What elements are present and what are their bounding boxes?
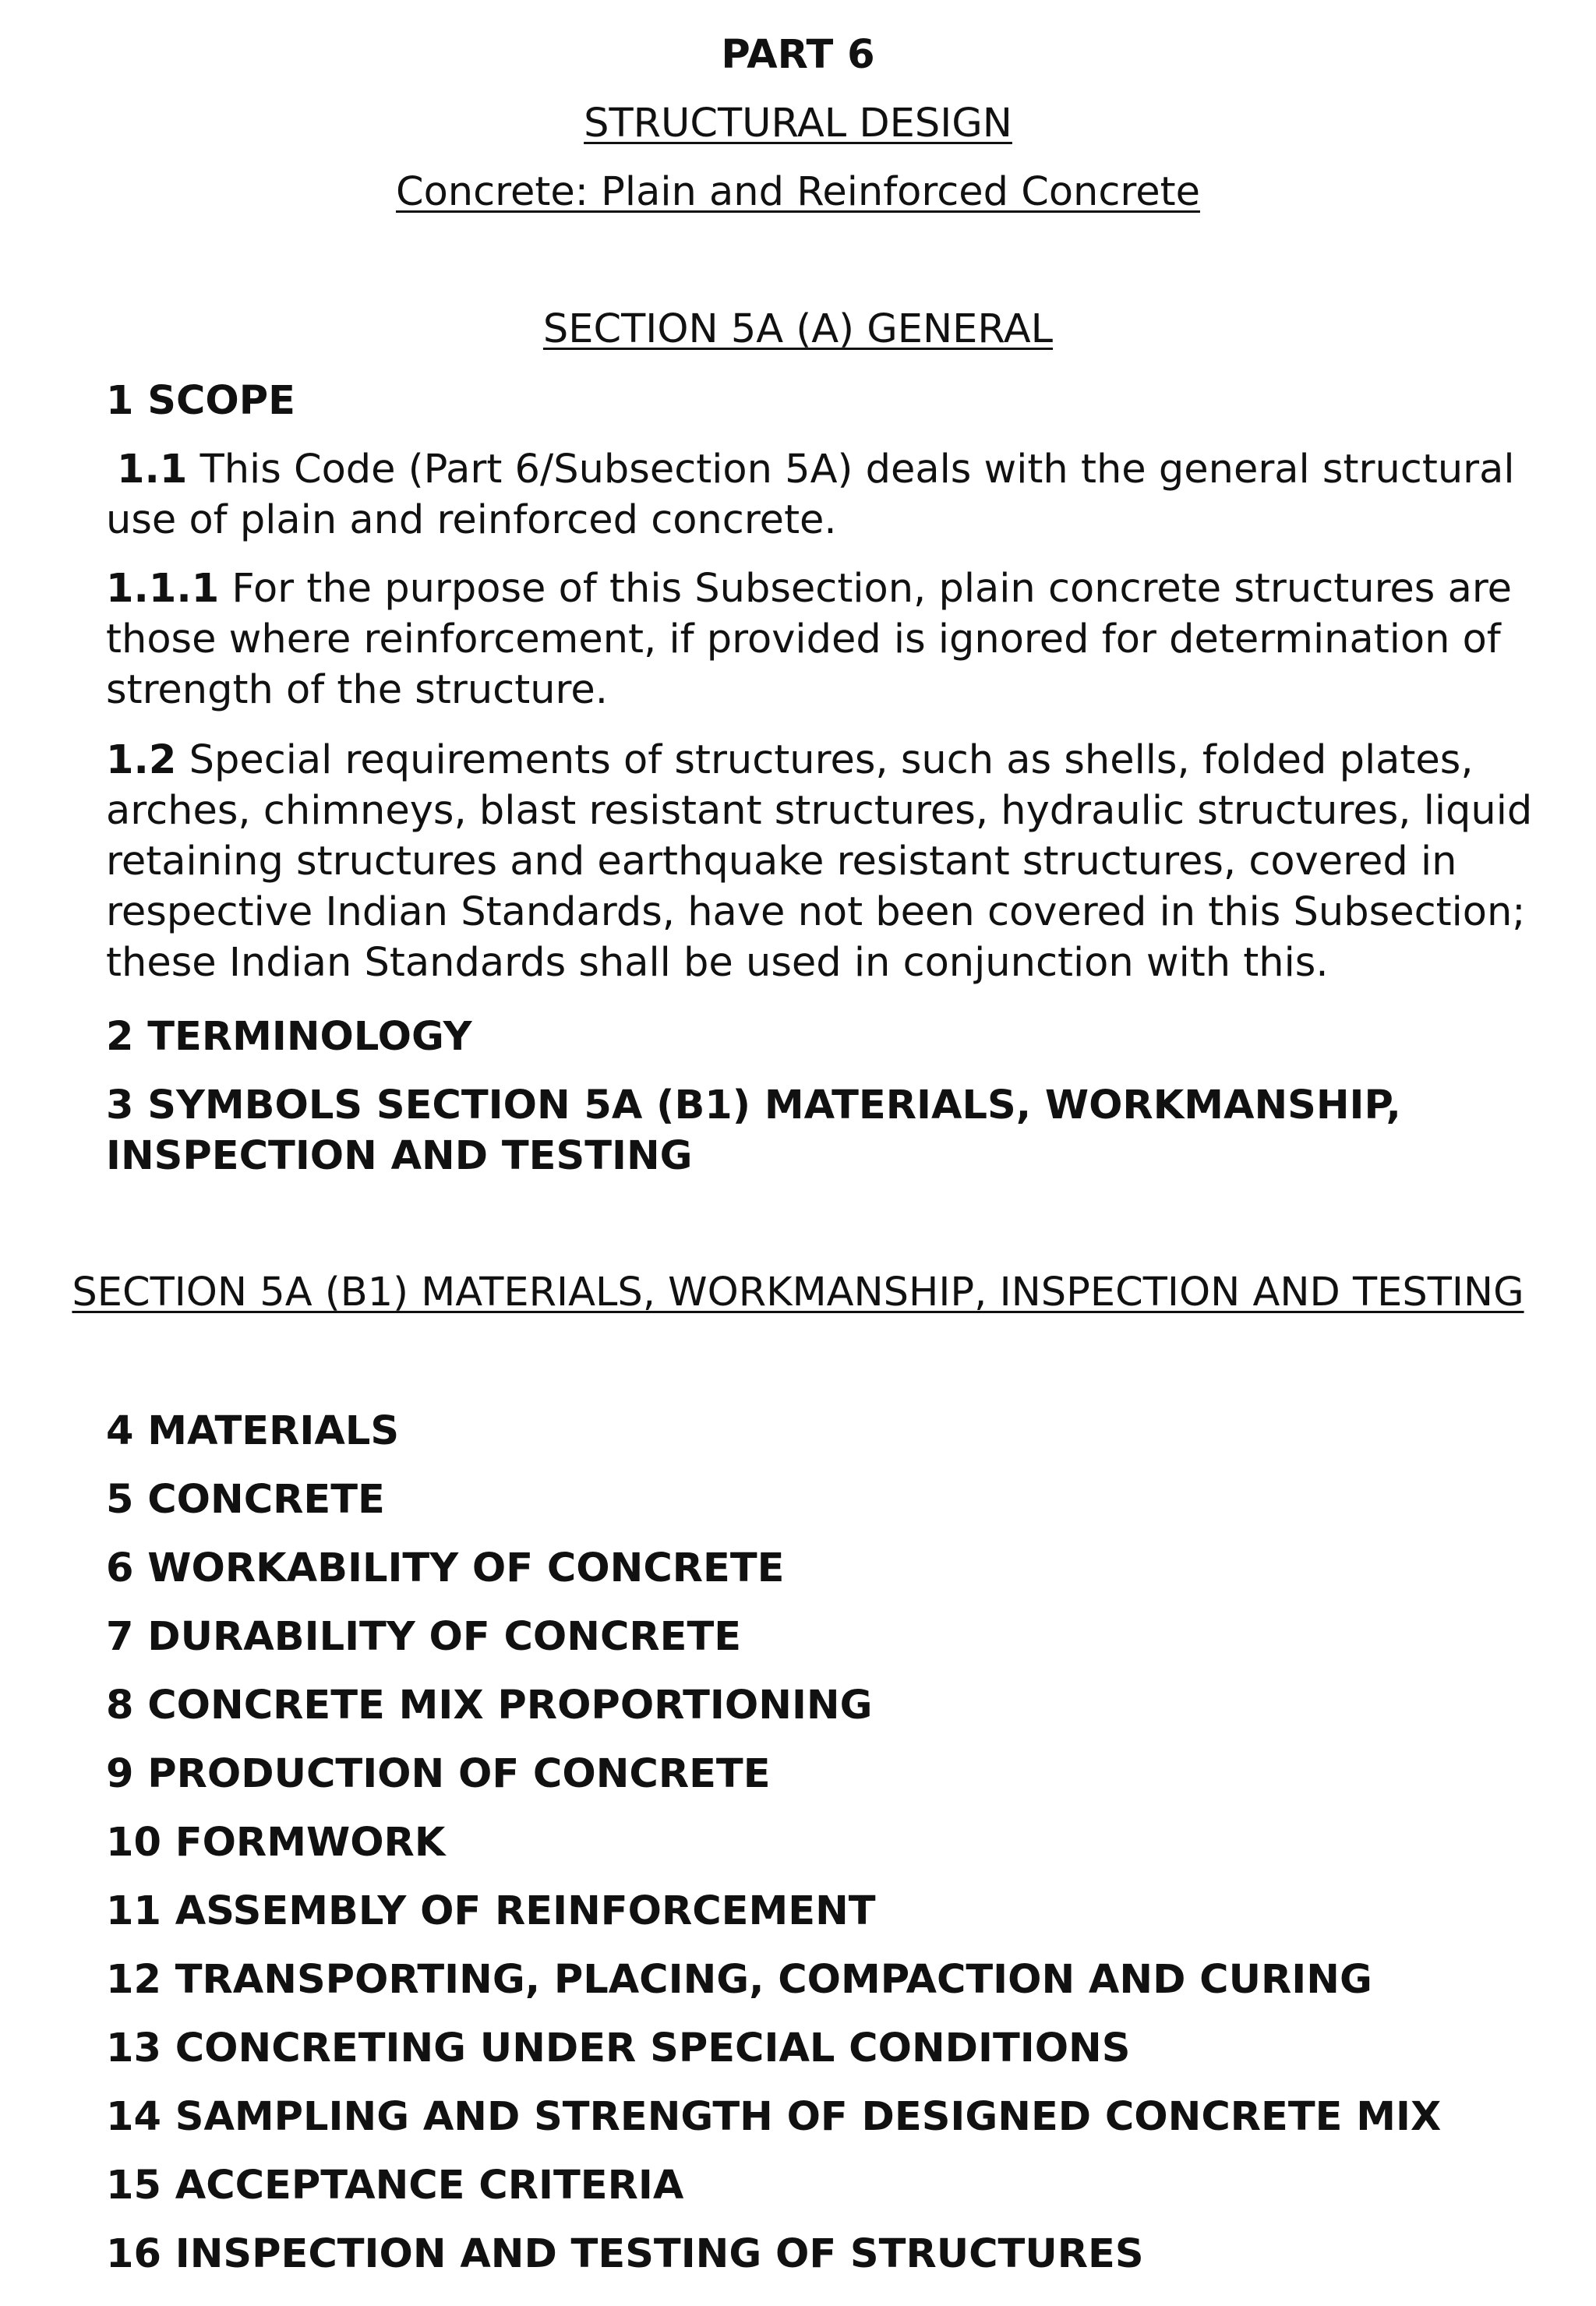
paragraph-1-1	[106, 444, 1571, 546]
list-item: 10 FORMWORK	[106, 1820, 446, 1866]
list-item: 4 MATERIALS	[106, 1408, 400, 1454]
paragraph-1-2	[106, 735, 1571, 988]
section-a-heading-text: SECTION 5A (A) GENERAL	[542, 306, 1054, 352]
list-item: 9 PRODUCTION OF CONCRETE	[106, 1751, 771, 1797]
part-title: PART 6	[721, 32, 875, 78]
paragraph-text: This Code (Part 6/Subsection 5A) deals with the general structural use of plain and reinforced concrete.	[106, 447, 1515, 543]
list-item: 15 ACCEPTANCE CRITERIA	[106, 2163, 684, 2209]
paragraph-text: Special requirements of structures, such as shells, folded plates, arches, chimneys, blast resistant structures, hydraulic structures, liquid retaining structures and earthquake resistant structures, covered in respective Indian Standards, have not been covered in this Subsection; these Indian Standards shall be used in conjunction with this.	[106, 737, 1533, 986]
paragraph-number: 1.1	[117, 447, 188, 493]
paragraph-number: 1.1.1	[106, 566, 220, 612]
list-item: 16 INSPECTION AND TESTING OF STRUCTURES	[106, 2231, 1144, 2277]
section-b1-heading	[0, 1269, 1596, 1317]
list-item: 13 CONCRETING UNDER SPECIAL CONDITIONS	[106, 2025, 1131, 2071]
list-item: 7 DURABILITY OF CONCRETE	[106, 1614, 742, 1660]
list-item: 8 CONCRETE MIX PROPORTIONING	[106, 1683, 873, 1729]
section-a-heading	[0, 305, 1596, 354]
document-subtitle	[0, 168, 1596, 217]
document-title	[0, 100, 1596, 148]
section-b1-heading-text: SECTION 5A (B1) MATERIALS, WORKMANSHIP, INSPECTION AND TESTING	[72, 1270, 1524, 1315]
paragraph-number: 1.2	[106, 737, 177, 783]
terminology-heading: 2 TERMINOLOGY	[106, 1014, 472, 1060]
list-item: 11 ASSEMBLY OF REINFORCEMENT	[106, 1888, 876, 1934]
document-title-text: STRUCTURAL DESIGN	[584, 101, 1012, 147]
paragraph-text: For the purpose of this Subsection, plain concrete structures are those where reinforcement, if provided is ignored for determination of strength of the structure.	[106, 566, 1513, 713]
scope-heading: 1 SCOPE	[106, 378, 295, 424]
list-item: 5 CONCRETE	[106, 1477, 385, 1523]
document-subtitle-text: Concrete: Plain and Reinforced Concrete	[395, 169, 1200, 215]
list-item: 6 WORKABILITY OF CONCRETE	[106, 1545, 785, 1591]
list-item: 12 TRANSPORTING, PLACING, COMPACTION AND CURING	[106, 1957, 1372, 2003]
list-item: 14 SAMPLING AND STRENGTH OF DESIGNED CONCRETE MIX	[106, 2094, 1442, 2140]
paragraph-1-1-1	[106, 563, 1571, 715]
symbols-heading: 3 SYMBOLS SECTION 5A (B1) MATERIALS, WORKMANSHIP, INSPECTION AND TESTING	[106, 1082, 1401, 1179]
